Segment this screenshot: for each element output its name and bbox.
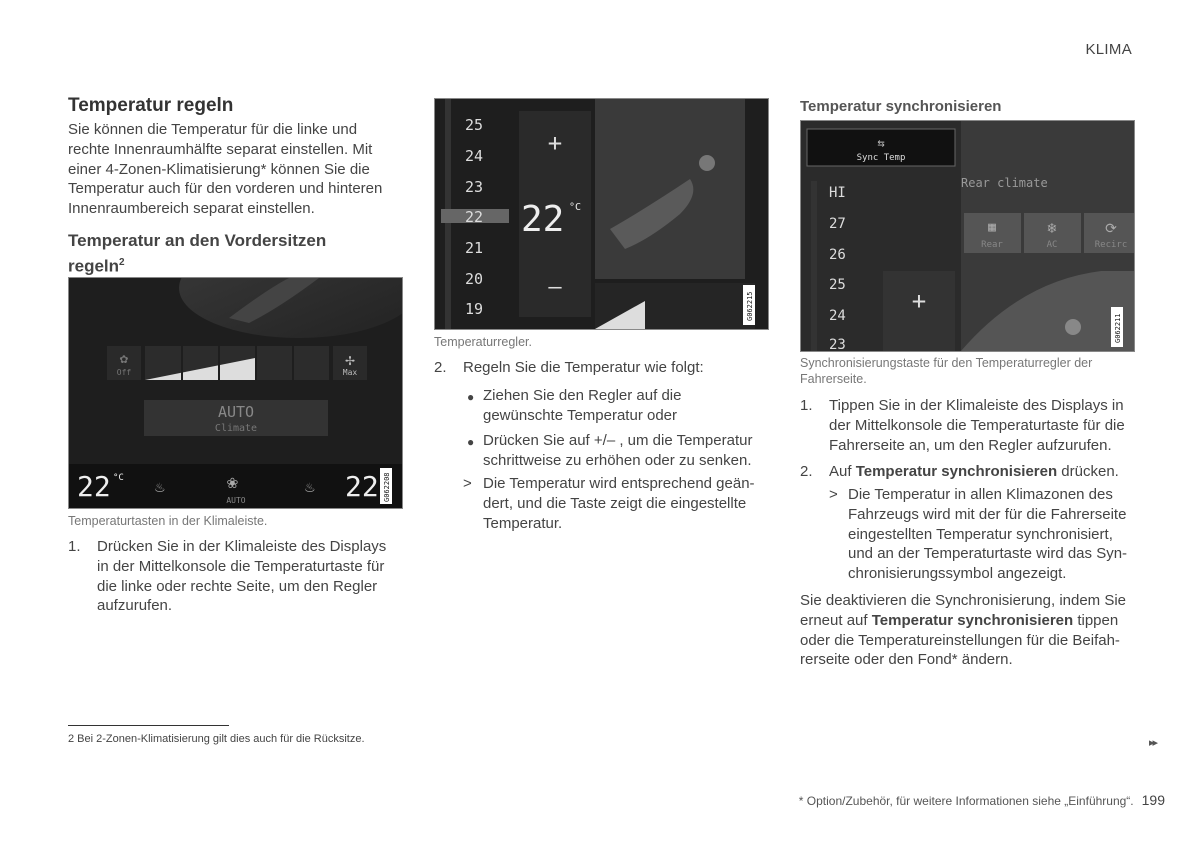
scale-tick: HI [829,185,846,201]
section-header: KLIMA [1085,41,1132,58]
sync-figure [800,120,1135,352]
step-2 [434,358,764,378]
scale-tick: 23 [465,178,484,196]
plus-button[interactable]: + [911,287,927,315]
continue-arrows-icon: ▸▸ [1149,737,1157,749]
figure-code: G062215 [746,291,754,321]
result-line: Fahrzeugs wird mit der für die Fahrerseite [848,505,1127,523]
scale-tick: 26 [829,247,846,263]
step-line: die linke oder rechte Seite, um den Regler [97,577,378,595]
result-line: dert, und die Taste zeigt die eingestellte [483,494,747,512]
para-line: oder die Temperatureinstellungen für die Beifah- [800,631,1120,649]
scale-tick: 24 [829,308,846,324]
bullet-dot: ● [467,390,475,404]
rear-defrost-icon: ▦ [988,220,996,235]
fan-max-label: Max [342,368,358,377]
subheading-line [68,252,326,278]
recirc-icon: ⟳ [1105,221,1117,237]
step-line: Fahrerseite an, um den Regler aufzurufen. [829,436,1112,454]
intro-line: Temperatur auch für den vorderen und hinteren [68,180,383,198]
step-line: in der Mittelkonsole die Temperaturtaste für [97,557,385,575]
regulator-illustration [435,99,768,329]
bullet-line: gewünschte Temperatur oder [483,406,678,424]
sync-step-2 [800,462,1135,482]
page-footer [799,792,1165,808]
plus-button[interactable]: + [547,129,563,157]
climate-bar-illustration [69,278,402,508]
fan-off-label: Off [116,368,132,377]
step-text-post: drücken. [1057,463,1119,480]
temp-value: 22 [521,199,565,240]
ac-label: AC [1046,240,1058,250]
scale-tick: 27 [829,216,846,232]
step-number: 2. [800,463,813,480]
scale-tick: 23 [829,337,846,351]
footnote: 2 Bei 2-Zonen-Klimatisierung gilt dies auch für die Rücksitze. [68,733,365,745]
intro-line: einer 4-Zonen-Klimatisierung* können Sie die [68,160,370,178]
result-item [463,474,763,533]
caption-line: Fahrerseite. [800,372,867,386]
figure-caption [800,355,1130,387]
result-line: chronisierungssymbol angezeigt. [848,565,1067,583]
scale-tick: 19 [465,300,484,318]
result-line: Temperatur. [483,514,563,532]
temp-unit: °C [113,473,124,483]
rear-label: Rear [981,240,1003,250]
scale-tick: 22 [465,208,484,226]
scale-tick: 25 [465,116,484,134]
sync-icon: ⇆ [877,136,885,150]
step-text: Regeln Sie die Temperatur wie folgt: [463,359,704,376]
seat-heat-right-icon[interactable]: ♨ [305,477,315,496]
step-line: Tippen Sie in der Klimaleiste des Displays in [829,397,1124,414]
sync-step-1 [800,396,1135,455]
temp-unit: °C [569,202,582,213]
step-line: aufzurufen. [97,597,173,615]
auto-label: AUTO [217,403,255,421]
step-line: der Mittelkonsole die Temperaturtaste für die [829,416,1125,434]
sync-label: Sync Temp [856,153,906,163]
climate-label: Climate [214,423,258,434]
scale-tick: 20 [465,270,484,288]
auto-small-label: AUTO [226,496,246,505]
rear-climate-label: Rear climate [961,176,1048,190]
para-bold: Temperatur synchronisieren [871,611,1074,629]
fan-max-icon: ✢ [345,350,355,369]
para-line [800,611,1140,631]
minus-button[interactable]: – [548,275,562,300]
footer-note: * Option/Zubehör, für weitere Informationen siehe „Einführung“. [798,794,1134,808]
result-line: eingestellten Temperatur synchronisiert, [848,525,1113,543]
step-text [829,462,1135,482]
recirc-label: Recirc [1094,240,1128,250]
subheading-text: regeln [68,256,120,276]
deactivate-paragraph [800,591,1140,670]
figure-caption: Temperaturtasten in der Klimaleiste. [68,514,268,528]
step-line: Drücken Sie in der Klimaleiste des Displays [97,538,387,555]
intro-line: Sie können die Temperatur für die linke und [68,121,358,138]
para-text: erneut auf [800,611,872,629]
bullet-dot: ● [467,435,475,449]
result-line: Die Temperatur wird entsprechend geän- [483,475,755,492]
para-line: rerseite oder den Fond* ändern. [800,651,1013,669]
result-mark: > [463,475,472,492]
subheading-line: Temperatur an den Vordersitzen [68,231,327,250]
subheading-front-seats [68,230,326,278]
step-text-pre: Auf [829,463,856,480]
step-text-bold: Temperatur synchronisieren [855,463,1058,480]
caption-line: Synchronisierungstaste für den Temperaturregler der [800,356,1093,370]
result-line: Die Temperatur in allen Klimazonen des [848,486,1113,503]
step-1 [68,537,398,616]
scale-tick: 24 [465,147,484,165]
sync-heading: Temperatur synchronisieren [800,98,1002,115]
para-text: tippen [1073,611,1119,629]
temp-right-value[interactable]: 22 [345,470,379,503]
temperature-regulator-figure [434,98,769,330]
step-number: 1. [68,538,81,555]
result-line: und an der Temperaturtaste wird das Syn- [848,545,1128,563]
step-number: 2. [434,359,447,376]
footnote-divider [68,725,229,726]
snowflake-icon: ❄ [1047,219,1057,237]
temp-left-value[interactable]: 22 [77,470,111,503]
bullet-item [463,386,763,426]
figure-code: G062211 [1114,313,1122,343]
auto-fan-icon[interactable]: ❀ [227,472,238,493]
bullet-item [463,431,763,471]
scale-tick: 21 [465,239,484,257]
result-item [829,485,1134,584]
footnote-ref: 2 [119,257,125,268]
figure-code: G062208 [383,472,391,502]
bullet-line: schrittweise zu erhöhen oder zu senken. [483,451,752,469]
fan-off-icon: ✿ [119,351,129,367]
seat-heat-left-icon[interactable]: ♨ [155,477,165,496]
page-number: 199 [1141,792,1165,808]
page-title: Temperatur regeln [68,95,234,116]
scale-tick: 25 [829,277,846,293]
result-mark: > [829,486,838,503]
bullet-line: Ziehen Sie den Regler auf die [483,387,682,404]
bullet-line: Drücken Sie auf +/– , um die Temperatur [483,432,753,449]
para-line: Sie deaktivieren die Synchronisierung, indem Sie [800,592,1127,609]
climate-bar-figure [68,277,403,509]
intro-paragraph [68,120,398,219]
intro-line: rechte Innenraumhälfte separat einstellen. Mit [68,140,373,158]
figure-caption: Temperaturregler. [434,335,532,349]
sync-illustration [801,121,1134,351]
step-number: 1. [800,397,813,414]
intro-line: Innenraumbereich separat einstellen. [68,200,315,218]
